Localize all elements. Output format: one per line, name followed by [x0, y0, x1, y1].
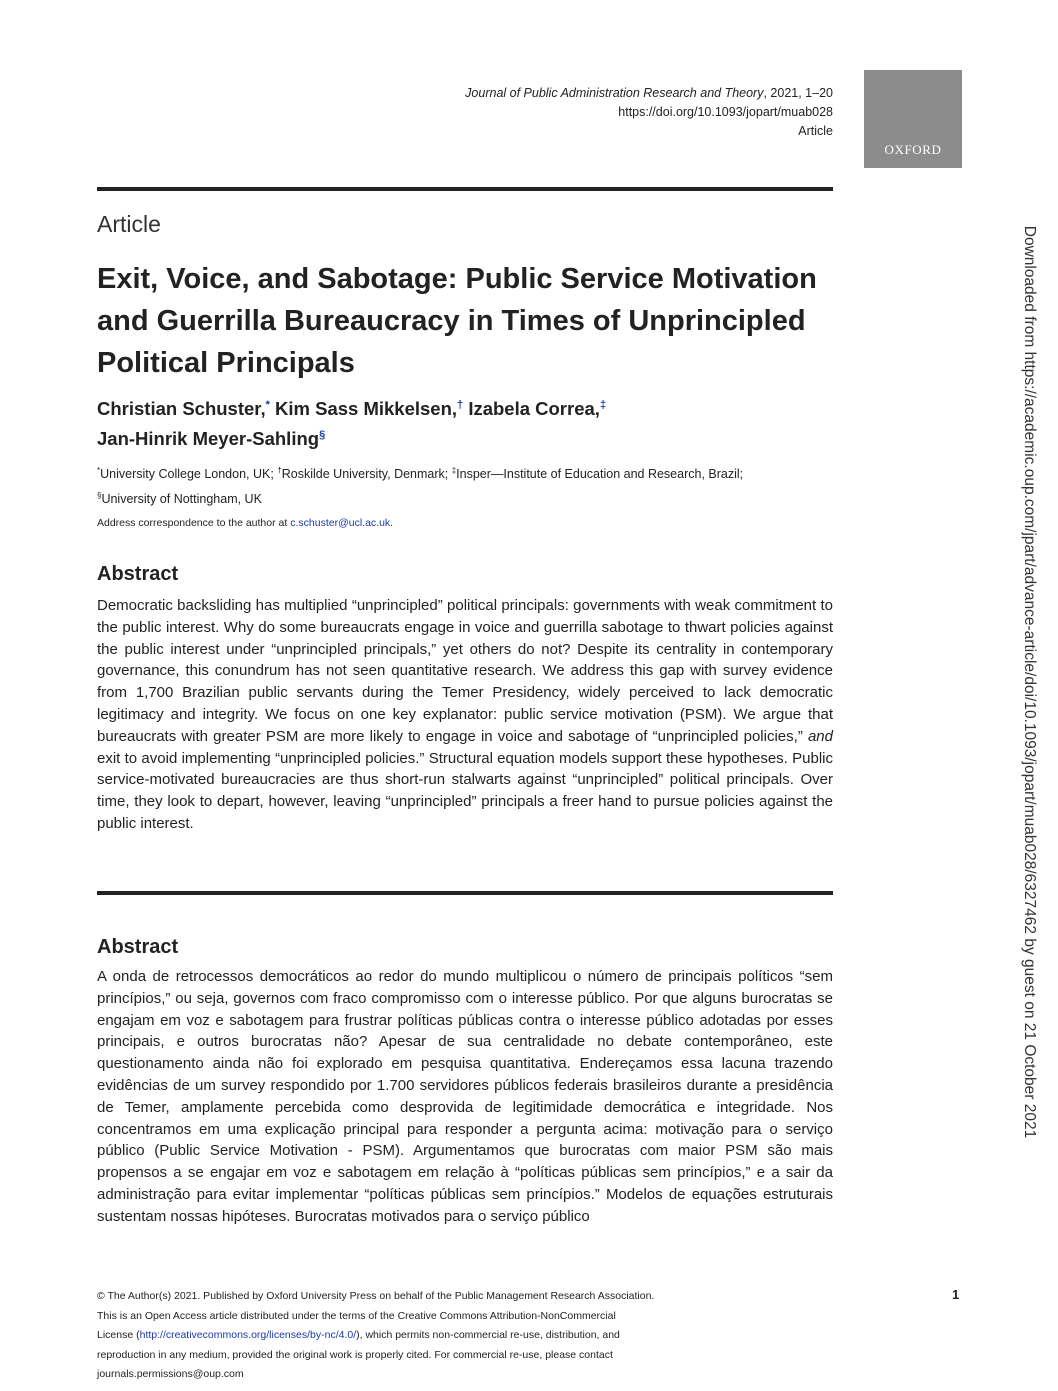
affiliation-mark: ‡ — [451, 466, 457, 475]
header-divider — [97, 187, 833, 191]
affiliation-mark: † — [277, 466, 282, 475]
author-list — [97, 392, 833, 452]
affiliation: University of Nottingham, UK — [101, 492, 262, 507]
journal-meta — [465, 84, 833, 141]
correspondence-prefix: Address correspondence to the author at — [97, 517, 291, 529]
author-name[interactable]: Jan-Hinrik Meyer-Sahling — [97, 428, 320, 450]
author-name[interactable]: Izabela Correa, — [468, 398, 600, 420]
article-type: Article — [798, 124, 833, 138]
license-url-link[interactable]: http://creativecommons.org/licenses/by-nc/4.0/ — [139, 1329, 357, 1341]
license-line: This is an Open Access article distributed under the terms of the Creative Commons Attribution-NonCommercial — [97, 1309, 616, 1322]
journal-citation — [465, 84, 833, 103]
correspondence-email-link[interactable]: c.schuster@ucl.ac.uk — [290, 517, 391, 529]
doi-link[interactable]: https://doi.org/10.1093/jopart/muab028 — [618, 105, 833, 119]
article-title: Exit, Voice, and Sabotage: Public Service Motivation and Guerrilla Bureaucracy in Times of Unprincipled Political Principals — [97, 263, 817, 379]
license-suffix: ), which permits non-commercial re-use, distribution, and — [356, 1329, 620, 1341]
author-mark: * — [265, 399, 270, 411]
affiliation: Insper—Institute of Education and Research, Brazil; — [456, 467, 744, 482]
license-prefix: License ( — [97, 1329, 140, 1341]
page-number: 1 — [952, 1287, 960, 1302]
abstract-divider — [97, 891, 833, 895]
correspondence-suffix: . — [390, 517, 394, 529]
author-name[interactable]: Christian Schuster, — [97, 398, 266, 420]
affiliation: Roskilde University, Denmark; — [281, 467, 452, 482]
correspondence — [97, 517, 393, 529]
author-mark: † — [457, 399, 464, 411]
permissions-email[interactable]: journals.permissions@oup.com — [97, 1368, 244, 1380]
abstract-text-part: exit to avoid implementing “unprincipled policies.” Structural equation models support these hypotheses. Public service-motivated bureaucracies are thus short-run stalwarts against “unprincipled” political principals. Over time, they look to depart, however, leaving “unprincipled” principals a freer hand to pursue policies against the public interest. — [97, 749, 833, 832]
license-line — [97, 1326, 717, 1346]
author-mark: ‡ — [599, 399, 607, 411]
oxford-logo-text: OXFORD — [884, 142, 942, 157]
section-label: Article — [97, 211, 161, 237]
abstract-text-italic: and — [807, 727, 833, 745]
copyright-line: © The Author(s) 2021. Published by Oxford University Press on behalf of the Public Management Research Association. — [97, 1290, 655, 1302]
abstract-heading: Abstract — [97, 563, 179, 585]
abstract-text-part: Democratic backsliding has multiplied “unprincipled” political principals: governments with weak commitment to the public interest. Why do some bureaucrats engage in voice and guerrilla sabotage to thwart policies against the public interest under “unprincipled principals,” yet others do not? Despite its centrality in contemporary governance, this conundrum has not seen quantitative research. We address this gap with survey evidence from 1,700 Brazilian public servants during the Temer Presidency, widely perceived to lack democratic legitimacy and integrity. We focus on one key explanator: public service motivation (PSM). We argue that bureaucrats with greater PSM are more likely to engage in voice and sabotage of “unprincipled policies,” — [97, 597, 833, 745]
journal-year-pages: , 2021, 1–20 — [763, 86, 833, 100]
abstract-heading-pt: Abstract — [97, 936, 179, 958]
author-mark: § — [319, 429, 326, 442]
abstract-text-pt: A onda de retrocessos democráticos ao redor do mundo multiplicou o número de principais políticos “sem princípios,” ou seja, governos com fraco compromisso com o interesse público. Por que alguns burocratas se engajam em voz e sabotagem para frustrar políticas públicas contra o interesse público adotadas por esses principais, e outros burocratas não? Apesar de sua centralidade no debate contemporâneo, este questionamento ainda não foi explorado em pesquisa quantitativa. Endereçamos essa lacuna trazendo evidências de um survey respondido por 1.700 servidores públicos federais brasileiros durante a presidência de Temer, amplamente percebida como desprovida de legitimidade democrática e integridade. Nos concentramos em uma explicação principal para responder a pergunta acima: motivação para o serviço público (Public Service Motivation - PSM). Argumentamos que burocratas com maior PSM são mais propensos a se engajar em voz e sabotagem em relação à “políticas públicas sem princípios,” e a sair da administração para evitar implementar “políticas públicas sem princípios.” Modelos de equações estruturais sustentam nossas hipóteses. Burocratas motivados para o serviço público — [97, 968, 833, 1225]
oxford-logo — [864, 70, 962, 168]
affiliations — [97, 460, 837, 510]
footer-license — [97, 1287, 717, 1385]
author-name[interactable]: Kim Sass Mikkelsen, — [275, 398, 458, 420]
license-line: reproduction in any medium, provided the original work is properly cited. For commercial re-use, please contact — [97, 1348, 613, 1361]
affiliation-mark: § — [97, 491, 102, 501]
affiliation: University College London, UK; — [100, 467, 278, 482]
affiliation-mark: * — [97, 466, 101, 475]
abstract-text — [97, 595, 833, 835]
journal-name: Journal of Public Administration Research and Theory — [465, 86, 764, 100]
download-watermark: Downloaded from https://academic.oup.com/jpart/advance-article/doi/10.1093/jopart/muab028/6327462 by guest on 21 October 2021 — [1021, 225, 1038, 1139]
